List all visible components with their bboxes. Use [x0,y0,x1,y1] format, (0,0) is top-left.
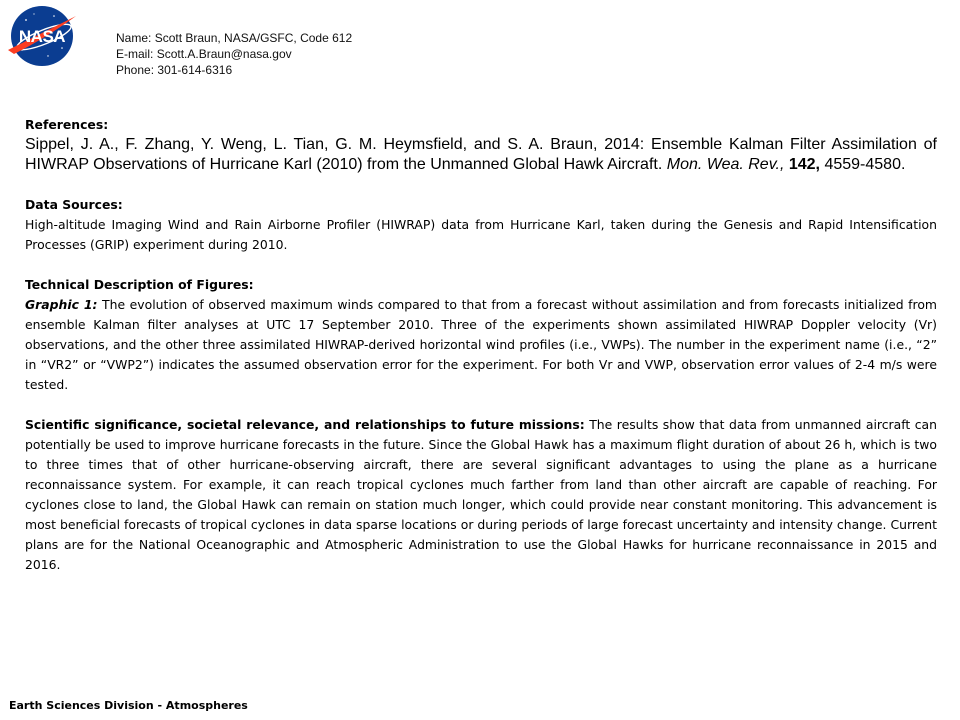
main-content [25,115,937,575]
nasa-meatball-icon [4,4,80,68]
significance-label: Scientific significance, societal relevance, and relationships to future missions: [25,417,585,432]
citation-volume: 142, [784,156,820,173]
technical-description-text [25,295,937,395]
footer-division-label: Earth Sciences Division - Atmospheres [9,699,248,712]
citation-text: Sippel, J. A., F. Zhang, Y. Weng, L. Tian, G. M. Heymsfield, and S. A. Braun, 2014: Ensemble Kalman Filter Assimilation of HIWRAP Observations of Hurricane Karl (2010) from the Unmanned Global Hawk Aircraft. [25,136,937,173]
citation-journal: Mon. Wea. Rev., [666,156,785,173]
citation-pages: 4559-4580. [820,156,906,173]
data-sources-text: High-altitude Imaging Wind and Rain Airborne Profiler (HIWRAP) data from Hurricane Karl, taken during the Genesis and Rapid Intensification Processes (GRIP) experiment during 2010. [25,217,937,252]
data-sources-heading: Data Sources: [25,197,123,212]
contact-phone-row [116,62,352,78]
email-value: Scott.A.Braun@nasa.gov [156,47,292,61]
reference-citation [25,135,937,175]
phone-label: Phone: [116,63,155,77]
nasa-logo [4,4,80,68]
significance-text: The results show that data from unmanned aircraft can potentially be used to improve hurricane forecasts in the future. Since the Global Hawk has a maximum flight duration of about 26 h, which is two to three times that of other hurricane-observing aircraft, there are several significant advantages to using the plane as a hurricane reconnaissance system. For example, it can reach tropical cyclones much farther from land than other aircraft are capable of reaching. For cyclones close to land, the Global Hawk can remain on station much longer, which could provide near constant monitoring. This advancement is most beneficial forecasts of tropical cyclones in data sparse locations or during periods of large forecast uncertainty and intensity change. Current plans are for the National Oceanographic and Atmospheric Administration to use the Global Hawks for hurricane reconnaissance in 2015 and 2016. [25,417,937,572]
references-heading: References: [25,117,109,132]
contact-name-row [116,30,352,46]
name-value: Scott Braun, NASA/GSFC, Code 612 [154,31,353,45]
phone-value: 301-614-6316 [157,63,233,77]
nasa-wordmark: NASA [18,27,66,46]
technical-description-heading: Technical Description of Figures: [25,277,254,292]
graphic-description: The evolution of observed maximum winds compared to that from a forecast without assimilation and from forecasts initialized from ensemble Kalman filter analyses at UTC 17 September 2010. Three of the experiments shown assimilated HIWRAP Doppler velocity (Vr) observations, and the other three assimilated HIWRAP-derived horizontal wind profiles (i.e., VWPs). The number in the experiment name (i.e., “2” in “VR2” or “VWP2”) indicates the assumed observation error for the experiment. For both Vr and VWP, observation error values of 2-4 m/s were tested. [25,297,937,392]
contact-info [116,30,352,78]
graphic-label: Graphic 1: [25,297,98,312]
contact-email-row [116,46,352,62]
significance-paragraph [25,415,937,575]
name-label: Name: [116,31,152,45]
email-label: E-mail: [116,47,154,61]
